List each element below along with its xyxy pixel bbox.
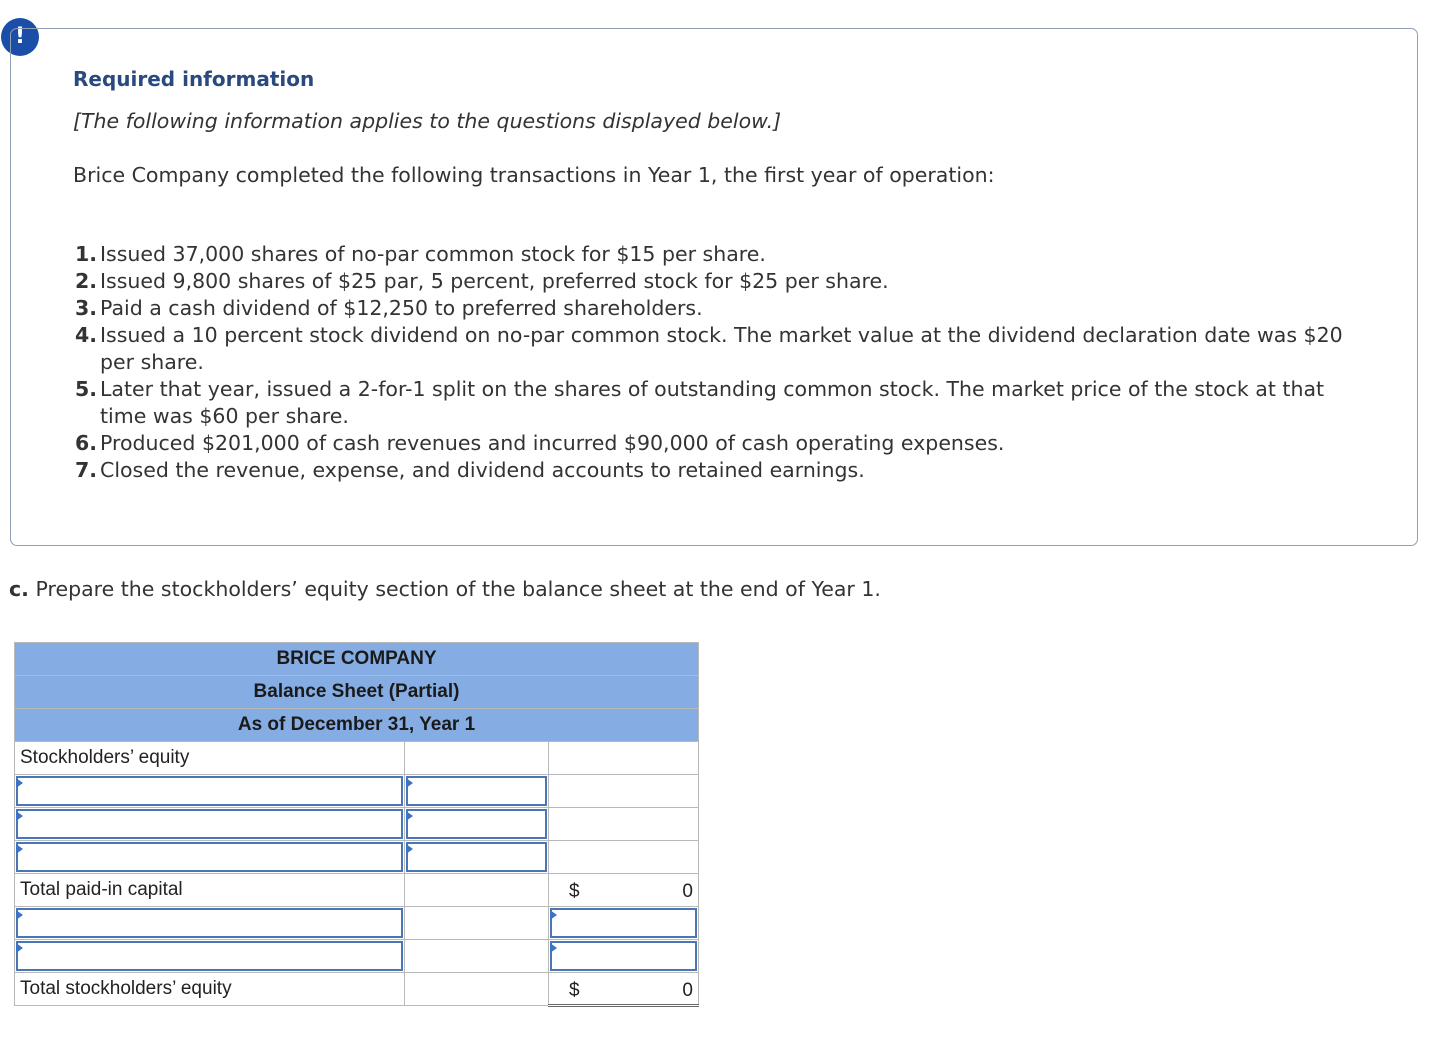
amount-input[interactable]: [405, 841, 549, 874]
account-dropdown[interactable]: [15, 940, 405, 973]
total-equity-value: 0: [682, 980, 693, 1001]
empty-cell: [549, 775, 699, 808]
table-row: [15, 775, 699, 808]
table-row: [15, 907, 699, 940]
statement-date: As of December 31, Year 1: [15, 709, 699, 742]
balance-sheet-table: [14, 642, 699, 1007]
info-intro: Brice Company completed the following transactions in Year 1, the first year of operation:: [73, 163, 995, 187]
transaction-text: Later that year, issued a 2-for-1 split on the shares of outstanding common stock. The market price of the stock at that time was $60 per share.: [100, 377, 1325, 428]
total-equity-amount: [549, 973, 699, 1006]
question-prompt: [9, 577, 881, 601]
table-row: [15, 973, 699, 1006]
account-dropdown[interactable]: [15, 907, 405, 940]
transaction-list: [75, 241, 1345, 484]
info-note: [The following information applies to the questions displayed below.]: [73, 109, 782, 133]
empty-cell: [405, 742, 549, 775]
transaction-text: Issued a 10 percent stock dividend on no-par common stock. The market value at the dividend declaration date was $20 per share.: [100, 323, 1343, 374]
question-letter: c.: [9, 577, 29, 601]
transaction-item: [75, 295, 1345, 322]
transaction-item: [75, 430, 1345, 457]
section-label: Stockholders’ equity: [15, 742, 405, 775]
transaction-number: 6.: [75, 431, 98, 455]
table-row: [15, 742, 699, 775]
currency-symbol: $: [569, 980, 580, 1001]
total-paid-in-label: Total paid-in capital: [15, 874, 405, 907]
transaction-item: [75, 322, 1345, 376]
alert-icon: !: [1, 18, 39, 56]
amount-input[interactable]: [549, 940, 699, 973]
transaction-number: 7.: [75, 458, 98, 482]
empty-cell: [549, 841, 699, 874]
transaction-item: [75, 241, 1345, 268]
transaction-number: 1.: [75, 242, 98, 266]
table-row: [15, 808, 699, 841]
amount-input[interactable]: [405, 775, 549, 808]
transaction-item: [75, 268, 1345, 295]
statement-title: Balance Sheet (Partial): [15, 676, 699, 709]
account-dropdown[interactable]: [15, 775, 405, 808]
empty-cell: [405, 907, 549, 940]
company-name: BRICE COMPANY: [15, 643, 699, 676]
total-equity-label: Total stockholders’ equity: [15, 973, 405, 1006]
empty-cell: [549, 808, 699, 841]
account-dropdown[interactable]: [15, 808, 405, 841]
empty-cell: [405, 874, 549, 907]
transaction-number: 5.: [75, 377, 98, 401]
transaction-text: Paid a cash dividend of $12,250 to preferred shareholders.: [100, 296, 703, 320]
table-row: [15, 940, 699, 973]
table-row: [15, 874, 699, 907]
required-info-title: Required information: [73, 67, 315, 91]
question-text: Prepare the stockholders’ equity section of the balance sheet at the end of Year 1.: [35, 577, 881, 601]
transaction-number: 4.: [75, 323, 98, 347]
account-dropdown[interactable]: [15, 841, 405, 874]
transaction-number: 2.: [75, 269, 98, 293]
transaction-item: [75, 457, 1345, 484]
total-paid-in-amount: [549, 874, 699, 907]
transaction-item: [75, 376, 1345, 430]
transaction-text: Issued 37,000 shares of no-par common stock for $15 per share.: [100, 242, 766, 266]
empty-cell: [405, 940, 549, 973]
empty-cell: [405, 973, 549, 1006]
amount-input[interactable]: [405, 808, 549, 841]
transaction-number: 3.: [75, 296, 98, 320]
transaction-text: Closed the revenue, expense, and dividend accounts to retained earnings.: [100, 458, 865, 482]
empty-cell: [549, 742, 699, 775]
amount-input[interactable]: [549, 907, 699, 940]
currency-symbol: $: [569, 881, 580, 902]
table-row: [15, 841, 699, 874]
transaction-text: Produced $201,000 of cash revenues and incurred $90,000 of cash operating expenses.: [100, 431, 1005, 455]
total-paid-in-value: 0: [682, 881, 693, 902]
transaction-text: Issued 9,800 shares of $25 par, 5 percent, preferred stock for $25 per share.: [100, 269, 889, 293]
